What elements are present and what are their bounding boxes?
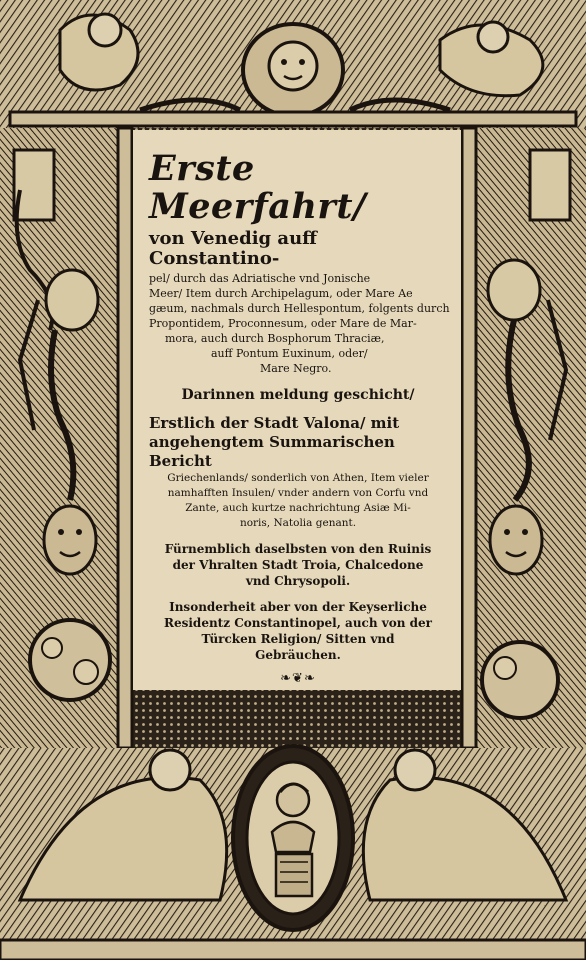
intro-line: Mare Negro. — [260, 362, 332, 375]
intro-line: Meer/ Item durch Archipelagum, oder Mare Ae — [149, 287, 413, 300]
intro-line: Propontidem, Proconnesum, oder Mare de Mar- — [149, 317, 417, 330]
large-line: Erstlich der Stadt Valona/ mit — [149, 414, 400, 432]
left-column — [0, 128, 132, 748]
section3-text — [145, 599, 451, 663]
section-heading: Darinnen meldung geschicht/ — [181, 387, 415, 403]
intro-line: auff Pontum Euxinum, oder/ — [211, 347, 368, 360]
section-large-text — [145, 414, 451, 471]
text-line: Fürnemblich daselbsten von den Ruinis — [164, 542, 432, 556]
text-line: Griechenlands/ sonderlich von Athen, Item vieler — [167, 472, 429, 484]
text-line: Insonderheit aber von der Keyserliche — [169, 600, 427, 614]
title-cartouche — [133, 130, 461, 690]
text-line: Residentz Constantinopel, auch von der — [164, 616, 432, 630]
intro-line: mora, auch durch Bosphorum Thraciæ, — [165, 332, 385, 345]
title-subline: von Venedig auff Constantino- — [149, 228, 317, 269]
text-line: Türcken Religion/ Sitten vnd — [201, 632, 395, 646]
intro-line: pel/ durch das Adriatische vnd Jonische — [149, 272, 371, 285]
text-line: namhafften Insulen/ vnder andern von Corfu vnd — [167, 487, 429, 499]
right-column — [462, 128, 586, 748]
intro-line: gæum, nachmals durch Hellespontum, folgents durch — [149, 302, 450, 315]
top-ornament — [0, 0, 586, 128]
main-title: Erste Meerfahrt/ — [149, 148, 367, 227]
text-line: noris, Natolia genant. — [239, 517, 357, 529]
intro-text — [145, 271, 451, 376]
text-line: vnd Chrysopoli. — [245, 574, 351, 588]
section1-text — [145, 471, 451, 531]
text-line: Gebräuchen. — [255, 648, 341, 662]
large-line: angehengtem Summarischen Bericht — [149, 433, 395, 470]
section2-text — [145, 541, 451, 589]
portrait-medallion — [250, 762, 336, 912]
text-line: Zante, auch kurtze nachrichtung Asiæ Mi- — [185, 502, 411, 514]
fleuron-ornament-icon: ❧❦❧ — [280, 671, 316, 686]
text-line: der Vhralten Stadt Troia, Chalcedone — [172, 558, 424, 572]
